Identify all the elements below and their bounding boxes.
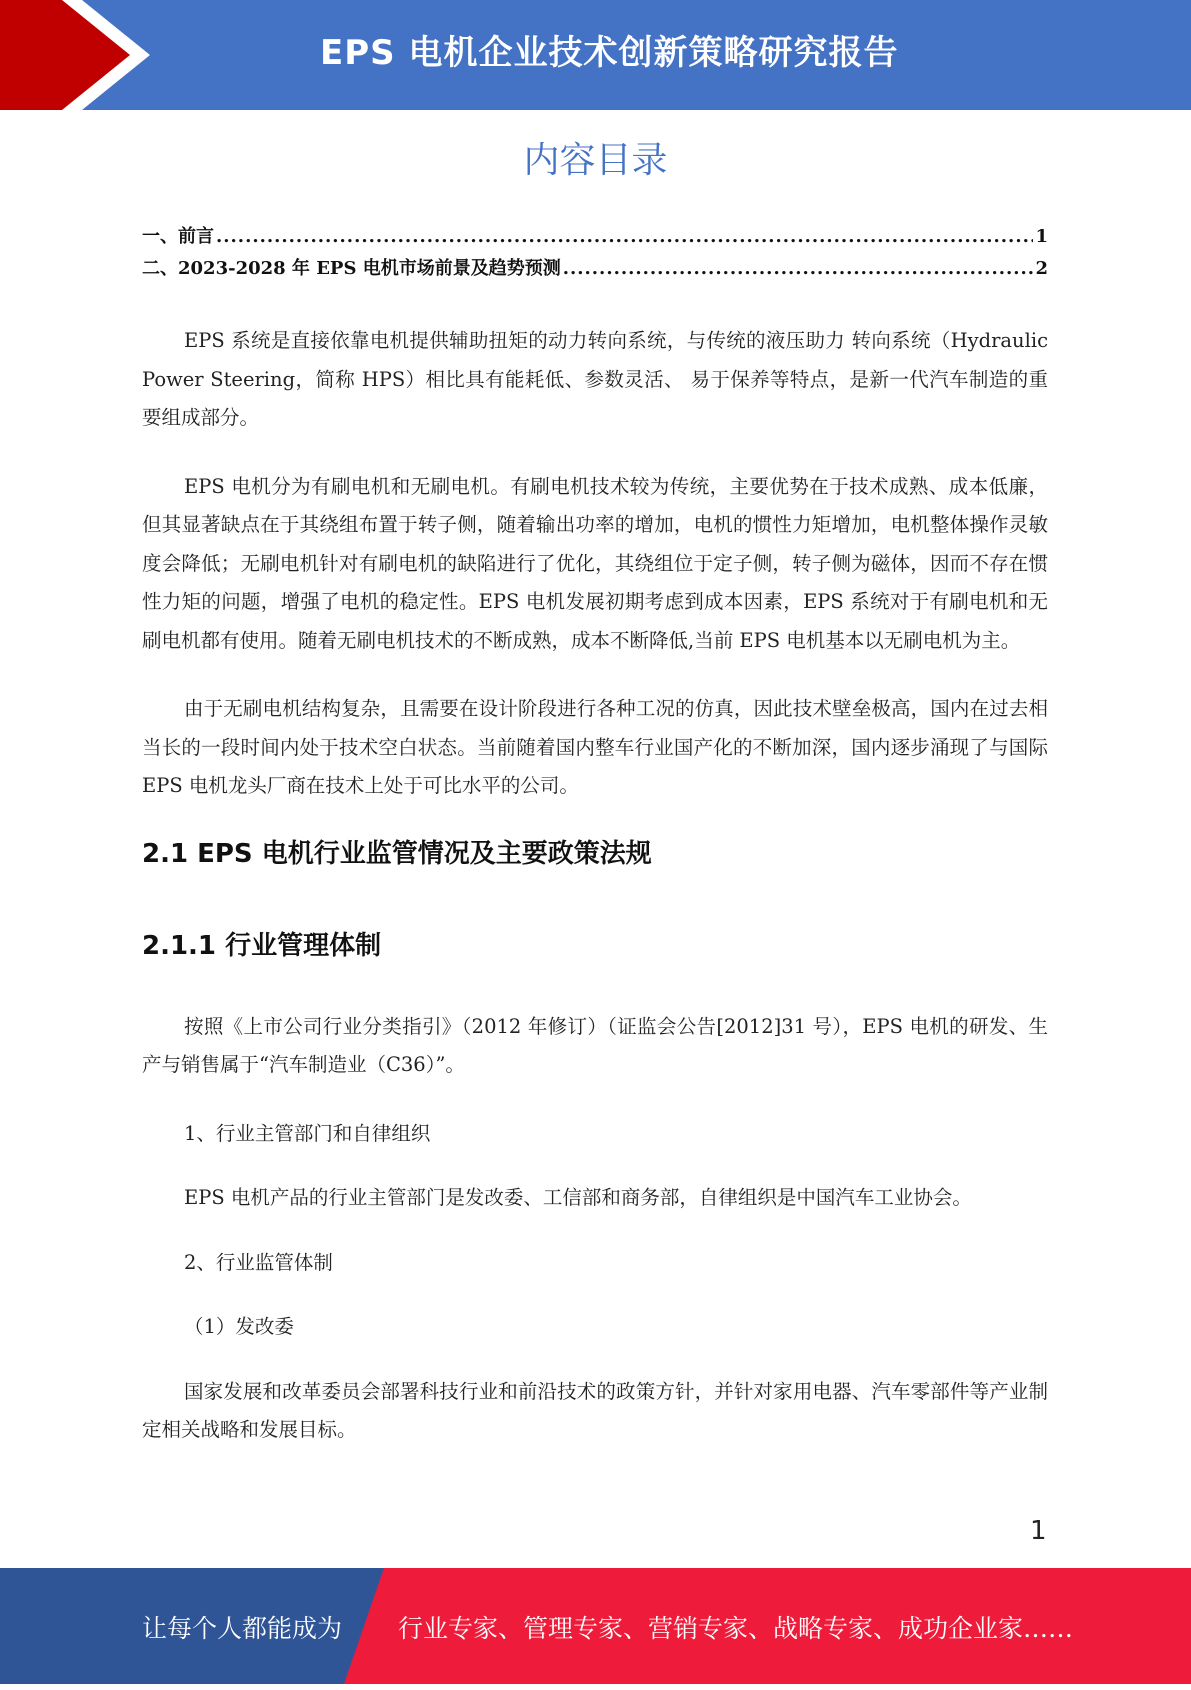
toc-leader-dots (216, 226, 1033, 247)
footer-slogan-right: 行业专家、管理专家、营销专家、战略专家、成功企业家…… (398, 1614, 1074, 1643)
table-of-contents (142, 222, 1048, 286)
footer-banner (0, 1568, 1191, 1684)
toc-entry-page: 2 (1035, 258, 1048, 279)
page-number: 1 (1030, 1516, 1047, 1546)
toc-title: 内容目录 (523, 140, 668, 181)
toc-entry-label: 一、前言 (142, 226, 214, 247)
section-heading-2-1-1: 2.1.1 行业管理体制 (142, 930, 382, 961)
paragraph-tech-barrier: 由于无刷电机结构复杂，且需要在设计阶段进行各种工况的仿真，因此技术壁垒极高，国内在过去相当长的一段时间内处于技术空白状态。当前随着国内整车行业国产化的不断加深，国内逐步涌现了与国际 EPS 电机龙头厂商在技术上处于可比水平的公司。 (142, 697, 1048, 797)
footer-slogan-left: 让每个人都能成为 (142, 1614, 343, 1643)
paragraph-authority-heading: 1、行业主管部门和自律组织 (184, 1121, 431, 1145)
toc-entry-label: 二、2023-2028 年 EPS 电机市场前景及趋势预测 (142, 258, 561, 279)
toc-leader-dots (563, 258, 1034, 279)
paragraph-industry-classification: 按照《上市公司行业分类指引》（2012 年修订）（证监会公告[2012]31 号），EPS 电机的研发、生产与销售属于“汽车制造业（C36）”。 (142, 1014, 1048, 1076)
paragraph-authority-body: EPS 电机产品的行业主管部门是发改委、工信部和商务部，自律组织是中国汽车工业协会。 (184, 1186, 972, 1209)
header-banner (0, 0, 1191, 110)
paragraph-ndrc-heading: （1）发改委 (184, 1315, 294, 1338)
header-red-arrow (0, 0, 150, 110)
toc-entry-preface[interactable] (142, 222, 1048, 254)
toc-entry-page: 1 (1035, 226, 1048, 247)
toc-entry-forecast[interactable] (142, 254, 1048, 286)
document-body (142, 322, 1048, 1480)
paragraph-regulation-heading: 2、行业监管体制 (184, 1250, 333, 1274)
paragraph-eps-intro: EPS 系统是直接依靠电机提供辅助扭矩的动力转向系统，与传统的液压助力 转向系统（Hydraulic Power Steering，简称 HPS）相比具有能耗低、参数灵活、 易于保养等特点，是新一代汽车制造的重要组成部分。 (142, 329, 1049, 429)
paragraph-motor-types: EPS 电机分为有刷电机和无刷电机。有刷电机技术较为传统，主要优势在于技术成熟、成本低廉，但其显著缺点在于其绕组布置于转子侧，随着输出功率的增加，电机的惯性力矩增加，电机整体操作灵敏度会降低；无刷电机针对有刷电机的缺陷进行了优化，其绕组位于定子侧，转子侧为磁体，因而不存在惯性力矩的问题，增强了电机的稳定性。EPS 电机发展初期考虑到成本因素，EPS 系统对于有刷电机和无刷电机都有使用。随着无刷电机技术的不断成熟，成本不断降低,当前 EPS 电机基本以无刷电机为主。 (142, 474, 1048, 652)
report-title: EPS 电机企业技术创新策略研究报告 (320, 33, 899, 73)
section-heading-2-1: 2.1 EPS 电机行业监管情况及主要政策法规 (142, 838, 652, 869)
paragraph-ndrc-body: 国家发展和改革委员会部署科技行业和前沿技术的政策方针，并针对家用电器、汽车零部件等产业制定相关战略和发展目标。 (142, 1379, 1048, 1441)
